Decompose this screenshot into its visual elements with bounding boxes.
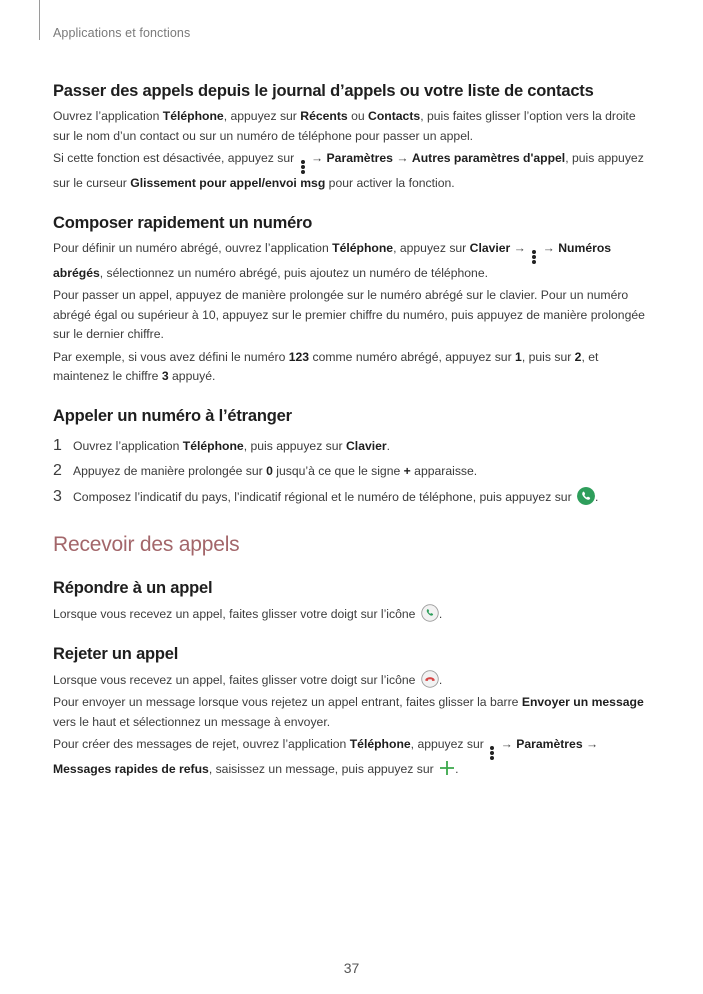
bold-term: Envoyer un message <box>521 695 644 709</box>
text: , puis faites glisser l’option vers la droite sur le nom d’un contact ou sur un numéro de téléphone pour passer un appel. <box>53 109 636 143</box>
margin-rule <box>39 0 40 40</box>
page-content <box>53 82 653 800</box>
chapter-heading: Recevoir des appels <box>53 533 240 556</box>
more-options-icon <box>489 746 495 760</box>
text: , sélectionnez un numéro abrégé, puis ajoutez un numéro de téléphone. <box>99 265 488 280</box>
text: → <box>539 240 559 255</box>
text: , saisissez un message, puis appuyez sur <box>208 762 438 776</box>
text: → <box>582 737 599 751</box>
text: Lorsque vous recevez un appel, faites glisser votre doigt sur l’icône <box>53 672 419 687</box>
section-speed-dial <box>53 214 653 387</box>
text: , appuyez sur <box>223 109 301 123</box>
bold-term: 2 <box>574 349 582 364</box>
subsection-reject <box>53 645 653 780</box>
text: Pour créer des messages de rejet, ouvrez l’application <box>53 737 350 751</box>
bold-term: 123 <box>288 349 310 364</box>
bold-term: Paramètres <box>326 151 393 165</box>
text: Appuyez de manière prolongée sur <box>73 464 267 478</box>
paragraph: Pour passer un appel, appuyez de manière prolongée sur le numéro abrégé sur le clavier. Pour un numéro abrégé égal ou supérieur à 10, appuyez sur le premier chiffre du numéro, puis appuyez de manière prolongée sur le dernier chiffre. <box>53 288 645 341</box>
bold-term: 3 <box>161 369 169 383</box>
bold-term: Téléphone <box>349 737 411 751</box>
paragraph <box>53 735 653 780</box>
section-receive-calls <box>53 533 653 780</box>
text: Ouvrez l’application <box>73 438 183 453</box>
text: appuyé. <box>168 369 216 383</box>
reject-call-icon <box>421 670 439 688</box>
paragraph <box>53 670 653 691</box>
bold-term: + <box>403 464 411 478</box>
bold-term: Paramètres <box>516 737 583 751</box>
running-header: Applications et fonctions <box>53 26 191 40</box>
text: , puis sur <box>521 349 575 364</box>
text: Pour envoyer un message lorsque vous rejetez un appel entrant, faites glisser la barre <box>53 695 522 709</box>
step-number: 1 <box>53 436 62 454</box>
bold-term: 0 <box>266 464 273 478</box>
section-heading: Passer des appels depuis le journal d’appels ou votre liste de contacts <box>53 82 594 100</box>
section-heading: Appeler un numéro à l’étranger <box>53 406 292 425</box>
add-icon <box>439 760 455 776</box>
section-heading: Composer rapidement un numéro <box>53 213 313 232</box>
step-item <box>53 487 653 508</box>
paragraph <box>53 693 653 732</box>
more-options-icon <box>300 160 306 174</box>
text: , puis appuyez sur le curseur <box>53 151 644 190</box>
text: , appuyez sur <box>393 240 470 255</box>
bold-term: Téléphone <box>182 438 244 453</box>
text: . <box>455 762 459 776</box>
paragraph <box>53 107 653 146</box>
text: Si cette fonction est désactivée, appuyez sur <box>53 151 298 165</box>
bold-term: Téléphone <box>332 240 394 255</box>
paragraph <box>53 348 653 387</box>
bold-term: Messages rapides de refus <box>53 762 209 776</box>
more-options-icon <box>531 250 537 264</box>
text: Composez l’indicatif du pays, l’indicatif régional et le numéro de téléphone, puis appuyez sur <box>73 489 576 504</box>
bold-term: Récents <box>300 109 348 123</box>
paragraph <box>53 239 653 284</box>
bold-term: 1 <box>515 349 522 364</box>
paragraph <box>53 149 653 194</box>
step-item <box>53 436 653 457</box>
step-number: 3 <box>53 487 62 505</box>
text: comme numéro abrégé, appuyez sur <box>309 349 516 364</box>
bold-term: Autres paramètres d'appel <box>411 151 566 165</box>
text: → <box>392 151 412 165</box>
text: . <box>438 672 443 687</box>
text: vers le haut et sélectionnez un message à envoyer. <box>53 714 331 729</box>
text: → <box>497 737 517 751</box>
text: , et maintenez le chiffre <box>53 349 599 383</box>
subsection-answer <box>53 579 653 625</box>
paragraph <box>53 604 653 625</box>
answer-call-icon <box>421 604 439 622</box>
text: Pour définir un numéro abrégé, ouvrez l’application <box>53 240 333 255</box>
text: Lorsque vous recevez un appel, faites glisser votre doigt sur l’icône <box>53 607 419 621</box>
text: ou <box>347 109 369 123</box>
section-call-from-log <box>53 82 653 194</box>
step-list <box>53 436 653 508</box>
bold-term: Numéros abrégés <box>53 240 612 280</box>
text: → <box>307 151 327 165</box>
bold-term: Glissement pour appel/envoi msg <box>130 176 326 190</box>
text: jusqu’à ce que le signe <box>272 464 404 478</box>
text: Ouvrez l’application <box>53 109 163 123</box>
text: . <box>595 489 599 504</box>
step-item <box>53 461 653 482</box>
text: . <box>438 607 443 621</box>
section-international <box>53 407 653 508</box>
step-number: 2 <box>53 462 62 479</box>
bold-term: Clavier <box>469 240 511 255</box>
section-heading: Répondre à un appel <box>53 579 213 597</box>
section-heading: Rejeter un appel <box>53 644 179 663</box>
text: Par exemple, si vous avez défini le numéro <box>53 349 289 364</box>
bold-term: Téléphone <box>162 109 224 123</box>
text: , puis appuyez sur <box>243 438 346 453</box>
bold-term: Contacts <box>368 109 421 123</box>
text: , appuyez sur <box>410 737 488 751</box>
page-number: 37 <box>343 960 360 976</box>
text: pour activer la fonction. <box>325 176 455 190</box>
text: . <box>386 438 391 453</box>
text: apparaisse. <box>410 464 478 478</box>
text: → <box>510 240 530 255</box>
bold-term: Clavier <box>346 438 387 453</box>
call-icon <box>577 487 595 505</box>
